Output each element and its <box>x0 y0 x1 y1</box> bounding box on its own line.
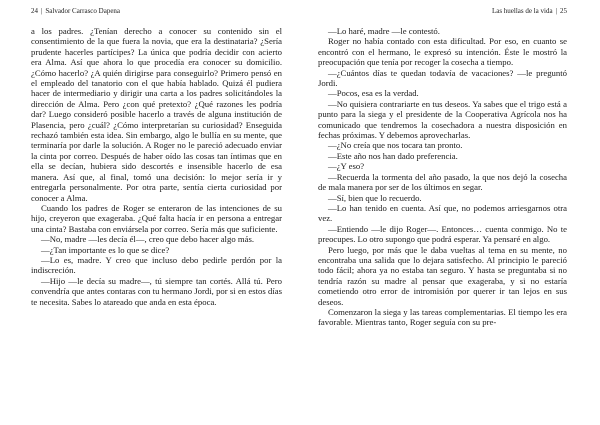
left-body-text <box>31 26 282 307</box>
paragraph: a los padres. ¿Tenían derecho a conocer su contenido sin el consentimiento de la que fuera la novia, que era la destinataria? ¿Sería prudente hacerles partícipes? La única que podría decidir con acierto era Alma. Así que ahora lo que procedía era conocer su domicilio. ¿Cómo hacerlo? ¿A quién dirigirse para conseguirlo? Primero pensó en el empleado del tanatorio con el que había hablado. Quizá él pudiera hacer de intermediario y dirigir una carta a los padres solicitándoles la dirección de Alma. Pero ¿con qué pretexto? ¿Qué razones les podría dar? Luego consideró posible hacerlo a través de alguna institución de Plasencia, pero ¿cuál? ¿Cómo interpretarían su curiosidad? Enseguida rechazó también esta idea. Sin embargo, algo le bullía en su mente, que terminaría por darle la solución. A Roger no le pareció adecuado enviar la cinta por correo. Después de haber oído las cosas tan íntimas que en ella se decían, hubiera sido descortés e insensible hacerlo de esa manera. Así que, al final, tomó una decisión: lo mejor sería ir y entregarla personalmente. Por otra parte, sentía cierta curiosidad por conocer a Alma. <box>31 26 282 203</box>
paragraph: —¿No creía que nos tocara tan pronto. <box>328 140 463 151</box>
paragraph: Comenzaron la siega y las tareas complementarias. El tiempo les era favorable. Mientras tanto, Roger seguía con su pre- <box>318 306 567 328</box>
right-page-number: 25 <box>560 7 567 15</box>
right-body-text <box>318 26 567 328</box>
paragraph: —Recuerda la tormenta del año pasado, la que nos dejó la cosecha de mala manera por ser de los últimos en segar. <box>318 171 567 193</box>
paragraph: —¿Y eso? <box>328 161 365 172</box>
paragraph: —Este año nos han dado preferencia. <box>328 150 458 161</box>
right-head-separator: | <box>555 7 557 15</box>
left-author-name: Salvador Carrasco Dapena <box>45 7 121 15</box>
paragraph: Roger no había contado con esta dificultad. Por eso, en cuanto se encontró con el hermano, le expresó su intención. Éste le mostró la preocupación que tenía por recoger la cosecha a tiempo. <box>318 36 567 68</box>
paragraph: —Sí, bien que lo recuerdo. <box>328 192 422 203</box>
paragraph: —No quisiera contrariarte en tus deseos. Ya sabes que el trigo está a punto para la siega y el presidente de la Cooperativa Agrícola nos ha comunicado que tendremos la cosechadora a nuestra disposición en fechas próximas. Y debemos aprovecharlas. <box>318 98 567 141</box>
paragraph: —Entiendo —le dijo Roger—. Entonces… cuenta conmigo. No te preocupes. Lo otro supongo que podrá esperar. Ya pensaré en algo. <box>318 223 567 245</box>
paragraph: —Pocos, esa es la verdad. <box>328 88 419 99</box>
paragraph: —Hijo —le decía su madre—, tú siempre tan cortés. Allá tú. Pero convendría que antes contaras con tu hermano Jordi, por si en estos días te necesita. Sabes lo atareado que anda en esta época. <box>31 275 282 307</box>
paragraph: —Lo haré, madre —le contestó. <box>328 26 440 36</box>
left-running-head <box>31 6 282 16</box>
paragraph: —No, madre —les decía él—, creo que debo hacer algo más. <box>41 234 255 245</box>
right-running-head <box>318 6 567 16</box>
paragraph: Pero luego, por más que le daba vueltas al tema en su mente, no encontraba una salida que lo dejara satisfecho. Al principio le pareció todo fácil; ahora ya no estaba tan seguro. Y hasta se preguntaba si no tendría razón su madre al pensar que exageraba, y si no estaría cometiendo otro error de intromisión por querer ir tan lejos en sus deseos. <box>318 244 567 307</box>
paragraph: —Lo es, madre. Y creo que incluso debo pedirle perdón por la indiscreción. <box>31 254 282 276</box>
right-book-title: Las huellas de la vida <box>491 7 553 15</box>
paragraph: Cuando los padres de Roger se enteraron de las intenciones de su hijo, creyeron que exageraba. ¿Qué falta hacía ir en persona a entregar una cinta? Bastaba con enviársela por correo. Sería más que suficiente. <box>31 202 282 234</box>
left-page-number: 24 <box>31 7 38 15</box>
paragraph: —¿Tan importante es lo que se dice? <box>41 244 170 255</box>
left-head-separator: | <box>41 7 43 15</box>
right-page <box>300 0 600 425</box>
paragraph: —Lo han tenido en cuenta. Así que, no podemos arriesgarnos otra vez. <box>318 202 567 224</box>
paragraph: —¿Cuántos días te quedan todavía de vacaciones? —le preguntó Jordi. <box>318 67 567 89</box>
